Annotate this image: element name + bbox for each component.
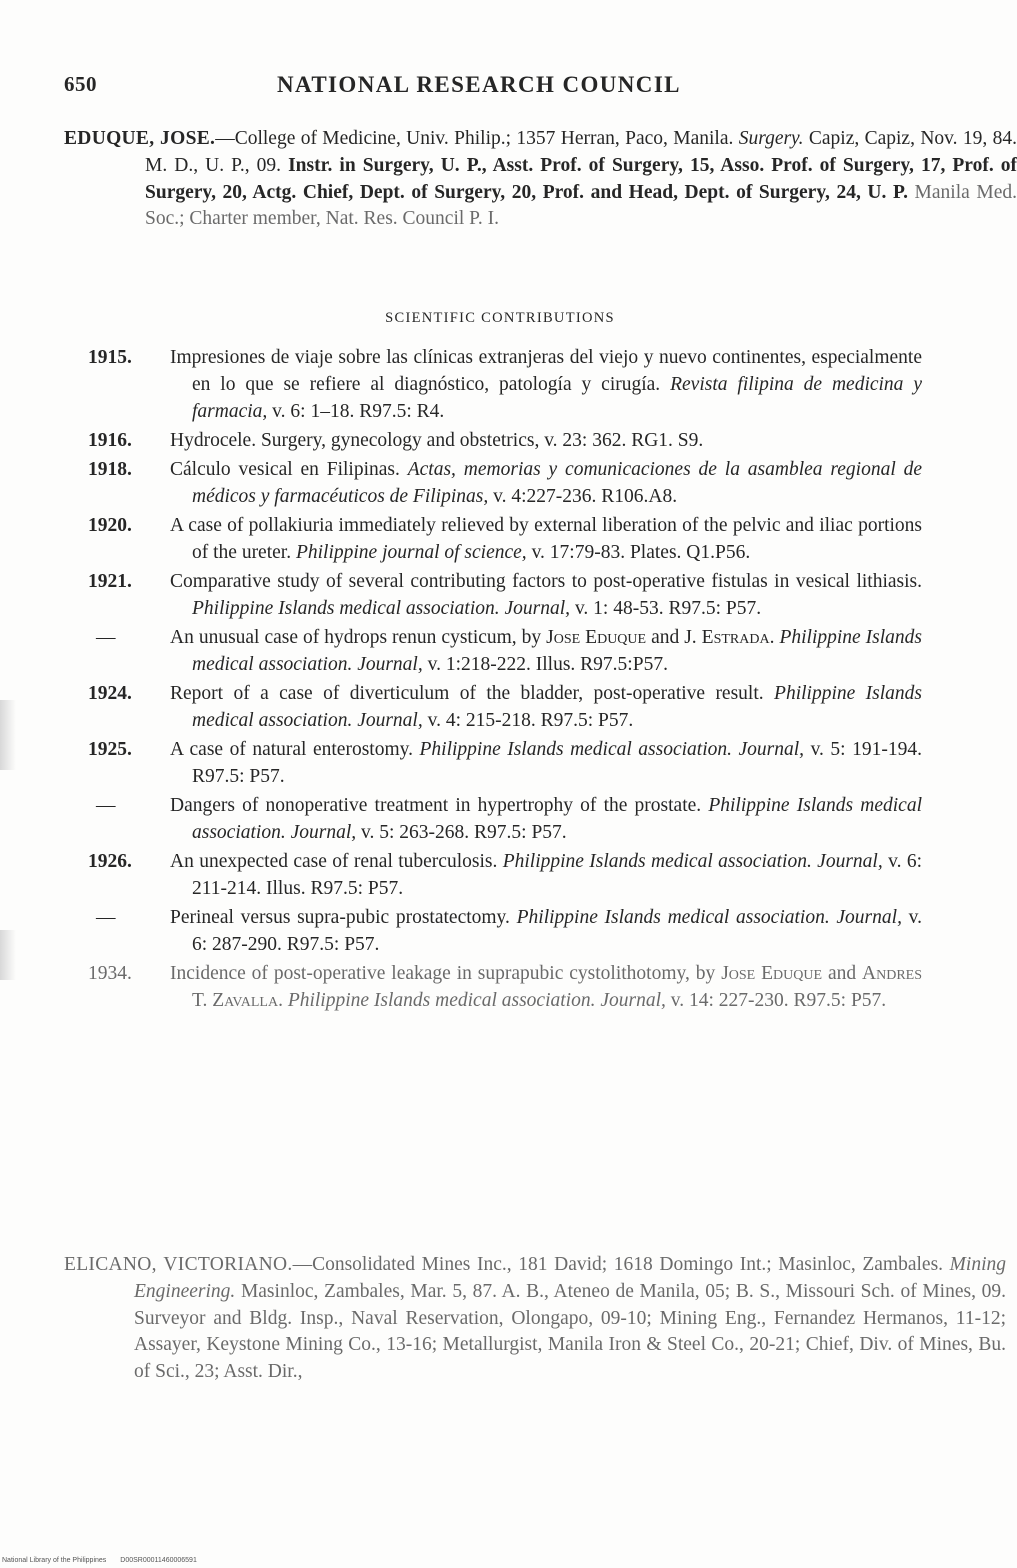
- scan-footer-stamp: [2, 1557, 197, 1564]
- entry-name: ELICANO, VICTORIANO.: [64, 1254, 293, 1275]
- contribution-author: Jose Eduque: [721, 963, 823, 984]
- entry-bio-memberships: Manila Med. Soc.; Charter member, Nat. Res. Council P. I.: [145, 181, 1017, 230]
- contribution-journal: Philippine Islands medical association. Journal,: [192, 795, 922, 843]
- contribution-title: A case of pollakiuria immediately relieved by external liberation of the pelvic and iliac portions of the ureter.: [170, 515, 922, 563]
- contribution-title-end: .: [769, 627, 780, 648]
- scan-edge-shadow-lower: [0, 930, 16, 980]
- contribution-ref: v. 1:218-222. Illus. R97.5:P57.: [422, 654, 668, 675]
- contribution-title: Impresiones de viaje sobre las clínicas extranjeras del viejo y nuevo continentes, especialmente en lo que se refiere al diagnóstico, patología y cirugía.: [170, 347, 922, 395]
- contribution-journal: Philippine Islands medical association. Journal,: [516, 907, 902, 928]
- contribution-year: 1926.: [88, 851, 132, 872]
- contribution-year: 1920.: [88, 515, 132, 536]
- contribution-journal: Philippine Islands medical association. Journal,: [419, 739, 805, 760]
- contribution-journal: Actas, memorias y comunicaciones de la asamblea regional de médicos y farmacéuticos de Filipinas,: [192, 459, 922, 507]
- contribution-year: 1916.: [88, 430, 132, 451]
- contribution-title-join: and: [646, 627, 685, 648]
- contribution-title: An unexpected case of renal tuberculosis.: [170, 851, 503, 872]
- contribution-journal: Philippine Islands medical association. Journal,: [502, 851, 883, 872]
- contribution-year: 1915.: [88, 347, 132, 368]
- contribution-ref: v. 14: 227-230. R97.5: P57.: [665, 990, 887, 1011]
- contribution-author: Andres T. Zavalla: [192, 963, 922, 1011]
- contribution-title-join: and: [822, 963, 863, 984]
- contribution-ref: v. 17:79-83. Plates. Q1.P56.: [526, 542, 751, 563]
- contributions-list: [88, 344, 922, 1016]
- contribution-journal: Philippine Islands medical association. Journal,: [192, 627, 923, 675]
- contribution-journal: Revista filipina de medicina y farmacia,: [192, 374, 922, 422]
- biography-entry-elicano: [64, 1252, 1006, 1386]
- contribution-journal: Philippine Islands medical association. Journal,: [192, 598, 571, 619]
- contribution-title: Incidence of post-operative leakage in suprapubic cystolithotomy, by: [170, 963, 722, 984]
- contribution-title: Cálculo vesical en Filipinas.: [170, 459, 408, 480]
- entry-address: —College of Medicine, Univ. Philip.; 1357 Herran, Paco, Manila.: [215, 128, 739, 149]
- contribution-item: [88, 427, 922, 454]
- contribution-item: [88, 736, 922, 790]
- contribution-item: [88, 680, 922, 734]
- contribution-title: Dangers of nonoperative treatment in hypertrophy of the prostate.: [170, 795, 709, 816]
- biography-entry-eduque: [64, 126, 1017, 233]
- contribution-title: Report of a case of diverticulum of the bladder, post-operative result.: [170, 683, 775, 704]
- entry-field: Surgery.: [738, 128, 804, 149]
- contribution-ref: v. 5: 263-268. R97.5: P57.: [356, 822, 567, 843]
- contribution-ref: v. 1: 48-53. R97.5: P57.: [570, 598, 762, 619]
- section-heading: SCIENTIFIC CONTRIBUTIONS: [385, 310, 615, 326]
- contribution-item: [88, 792, 922, 846]
- entry-field: Mining Engineering.: [134, 1254, 1007, 1302]
- contribution-year: —: [96, 907, 116, 928]
- contribution-title: An unusual case of hydrops renun cysticum, by: [170, 627, 547, 648]
- contribution-item: [88, 456, 922, 510]
- entry-bio: Masinloc, Zambales, Mar. 5, 87. A. B., Ateneo de Manila, 05; B. S., Missouri Sch. of Mines, 09. Surveyor and Bldg. Insp., Naval Reservation, Olongapo, 09-10; Mining Eng., Fernandez Hermanos, 11-12; Assayer, Keystone Mining Co., 13-16; Metallurgist, Manila Iron & Steel Co., 20-21; Chief, Div. of Mines, Bu. of Sci., 23; Asst. Dir.,: [134, 1280, 1006, 1383]
- contribution-journal: Philippine journal of science,: [295, 542, 527, 563]
- contribution-year: 1918.: [88, 459, 132, 480]
- scan-edge-shadow-upper: [0, 700, 16, 770]
- contribution-ref: v. 4: 215-218. R97.5: P57.: [422, 710, 634, 731]
- contribution-item: [88, 568, 922, 622]
- contribution-title: Comparative study of several contributing factors to post-operative fistulas in vesical lithiasis.: [170, 571, 922, 592]
- contribution-title-end: .: [278, 990, 288, 1011]
- contribution-item: [88, 512, 922, 566]
- contribution-item: [88, 848, 922, 902]
- contribution-year: 1921.: [88, 571, 132, 592]
- contribution-title: Perineal versus supra-pubic prostatectomy.: [170, 907, 517, 928]
- contribution-item: [88, 624, 922, 678]
- contribution-ref: v. 6: 1–18. R97.5: R4.: [267, 401, 445, 422]
- contribution-year: 1925.: [88, 739, 132, 760]
- contribution-item: [88, 904, 922, 958]
- contribution-title: A case of natural enterostomy.: [170, 739, 420, 760]
- contribution-ref: v. 4:227-236. R106.A8.: [488, 486, 678, 507]
- contribution-item: [88, 960, 922, 1014]
- contribution-author: J. Estrada: [684, 627, 770, 648]
- contribution-title: Hydrocele. Surgery, gynecology and obstetrics, v. 23: 362. RG1. S9.: [170, 430, 704, 451]
- entry-bio: Capiz, Capiz, Nov. 19, 84. M. D., U. P., 09.: [145, 128, 1017, 176]
- contribution-ref: v. 6: 211-214. Illus. R97.5: P57.: [192, 851, 922, 899]
- contribution-year: —: [96, 627, 116, 648]
- contribution-journal: Philippine Islands medical association. Journal,: [192, 683, 922, 731]
- footer-code: D00SR00011460006591: [120, 1557, 197, 1564]
- contribution-ref: v. 5: 191-194. R97.5: P57.: [192, 739, 922, 787]
- entry-name: EDUQUE, JOSE.: [64, 128, 216, 149]
- entry-address: —Consolidated Mines Inc., 181 David; 1618 Domingo Int.; Masinloc, Zambales.: [292, 1254, 950, 1275]
- footer-library: National Library of the Philippines: [2, 1557, 107, 1564]
- entry-bio-career: Instr. in Surgery, U. P., Asst. Prof. of Surgery, 15, Asso. Prof. of Surgery, 17, Prof. of Surgery, 20, Actg. Chief, Dept. of Surgery, 20, Prof. and Head, Dept. of Surgery, 24, U. P.: [145, 154, 1017, 203]
- contribution-author: Jose Eduque: [546, 627, 647, 648]
- contribution-year: 1934.: [88, 963, 132, 984]
- contribution-item: [88, 344, 922, 425]
- contribution-year: —: [96, 795, 116, 816]
- contribution-journal: Philippine Islands medical association. Journal,: [287, 990, 666, 1011]
- contribution-year: 1924.: [88, 683, 132, 704]
- contribution-ref: v. 6: 287-290. R97.5: P57.: [192, 907, 923, 955]
- running-head: NATIONAL RESEARCH COUNCIL: [277, 72, 681, 97]
- page-number: 650: [64, 72, 97, 96]
